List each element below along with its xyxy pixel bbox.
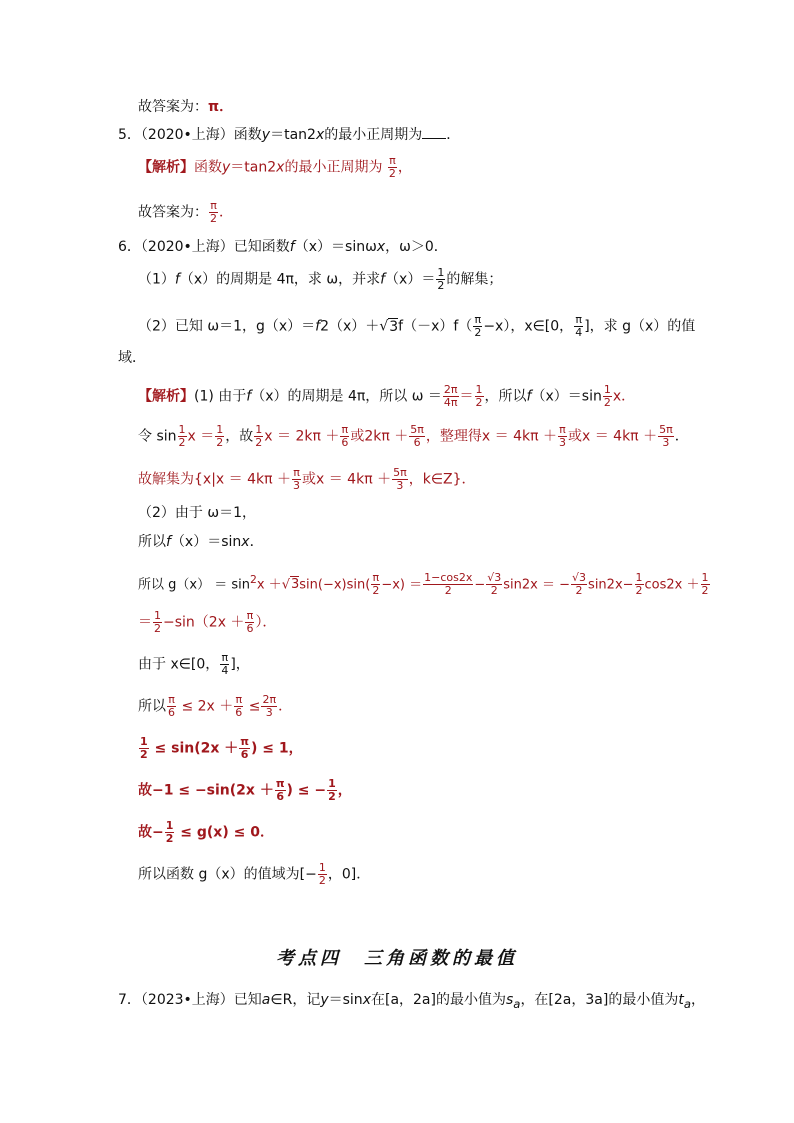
numerator: π	[474, 313, 482, 326]
denominator: 2	[154, 622, 161, 635]
denominator: 2	[210, 212, 217, 225]
fraction	[635, 572, 644, 597]
denominator: 2	[216, 436, 224, 449]
numerator: 5π	[410, 423, 424, 436]
solution-tag: 【解析】	[138, 159, 194, 176]
answer-line-5	[138, 200, 233, 225]
sol-text: ，整理得x ＝ 4kπ ＋	[425, 428, 557, 445]
denominator: 2	[603, 396, 611, 409]
sol-var: x	[276, 159, 285, 176]
q5-text: ．	[446, 127, 461, 143]
sol-text: 故解集为{x|x ＝ 4kπ ＋	[138, 471, 291, 488]
sol-text: ≤ 2x ＋	[177, 698, 234, 715]
fraction	[388, 155, 397, 180]
q7-text: ∈R，记	[270, 992, 321, 1008]
q6-var: f	[289, 239, 295, 255]
numerator: 1	[178, 423, 186, 436]
sol-text: ]，	[230, 656, 250, 673]
sol-text: ≤ g(x) ≤ 0．	[175, 824, 274, 841]
numerator: √3	[572, 571, 587, 585]
denominator: 3	[293, 479, 300, 492]
answer-value: π．	[208, 99, 234, 115]
fraction	[340, 424, 349, 449]
fraction	[475, 384, 484, 409]
fraction	[178, 424, 187, 449]
numerator: 2π	[443, 383, 458, 396]
fraction	[423, 572, 473, 597]
sol-text: ，0]．	[327, 866, 371, 883]
question-6-part-2: （2）已知 ω＝1，g（x）＝f2（x）＋√3f（－x）f（ $\frac{\pi}{2}$ −x），x∈[0， $\frac{\pi}{4}$ ]，求 g（x）的值	[138, 313, 696, 339]
numerator: 1	[216, 423, 224, 436]
q6-var: x	[376, 239, 386, 255]
solution-6-line-2	[138, 424, 689, 449]
numerator: 1	[475, 383, 483, 396]
sol-text: ，所以	[484, 388, 527, 405]
q5-var: x	[315, 127, 325, 143]
q5-text: 5．（2020•上海）函数	[118, 127, 262, 143]
sol-text: （x）＝sin	[170, 534, 242, 550]
numerator: π	[240, 735, 249, 748]
sol-text: （x）的周期是 4π，所以 ω ＝	[251, 388, 442, 405]
solution-6-line-1	[138, 384, 635, 409]
sol-text: −sin（2x ＋	[163, 614, 245, 631]
numerator: π	[559, 423, 566, 436]
fraction	[234, 694, 243, 719]
sol-text: sin2x−	[588, 577, 634, 593]
q6-text: 2（x）＋	[320, 318, 380, 335]
numerator: 1	[165, 819, 174, 832]
denominator: 2	[165, 832, 174, 845]
answer-blank	[422, 124, 446, 139]
fraction	[392, 467, 408, 492]
numerator: π	[372, 571, 380, 585]
q7-var: s	[505, 992, 514, 1008]
sol-text: sin2x ＝ −	[503, 577, 571, 593]
denominator: 2	[255, 436, 263, 449]
q6-text: 6．（2020•上海）已知函数	[118, 239, 290, 255]
fraction	[292, 467, 301, 492]
sol-text: 或x ＝ 4kπ ＋	[302, 471, 392, 488]
q7-text: ，	[691, 992, 705, 1008]
numerator: 1	[437, 266, 445, 279]
denominator: 2	[444, 584, 452, 598]
numerator: π	[341, 423, 349, 436]
denominator: 2	[178, 436, 186, 449]
sqrt-radicand: 3	[290, 577, 300, 593]
solution-6-line-11	[138, 778, 352, 803]
sol-text: ，	[397, 159, 412, 176]
q6-text: 域．	[118, 350, 146, 366]
denominator: 2	[328, 790, 336, 803]
denominator: 4	[575, 326, 583, 339]
denominator: 2	[575, 584, 583, 598]
sol-text: x．	[612, 388, 636, 405]
numerator: π	[221, 651, 229, 664]
sol-text: 或x ＝ 4kπ ＋	[567, 428, 658, 445]
sol-text: ) ≤ −	[286, 782, 327, 799]
q7-text: ＝sin	[328, 992, 363, 1008]
sol-text: 令 sin	[138, 428, 177, 445]
fraction	[153, 610, 162, 635]
fraction	[165, 820, 175, 845]
numerator: √3	[487, 571, 502, 585]
denominator: 2	[372, 584, 380, 598]
sol-text: x ＋	[256, 577, 282, 593]
sol-text: sin(−x)sin(	[299, 577, 371, 593]
denominator: 4π	[443, 396, 458, 409]
fraction	[245, 610, 254, 635]
fraction	[261, 694, 277, 719]
q7-text: ，在[2a，3a]的最小值为	[520, 992, 679, 1008]
q6-var: f	[174, 271, 180, 288]
question-6	[118, 237, 448, 257]
answer-line-4	[138, 97, 233, 117]
solution-6-line-13	[138, 862, 370, 887]
fraction	[443, 384, 459, 409]
answer-value: ．	[219, 204, 233, 221]
numerator: 1	[318, 861, 326, 874]
sol-text: 所以函数 g（x）的值域为[−	[138, 866, 317, 883]
sol-text: 或2kπ ＋	[350, 428, 409, 445]
solution-6-line-10	[138, 736, 303, 761]
question-5	[118, 124, 460, 145]
fraction	[254, 424, 263, 449]
fraction	[220, 652, 229, 677]
question-6-part-2-cont	[118, 348, 146, 368]
q7-var: t	[678, 992, 684, 1008]
question-7	[118, 990, 705, 1014]
denominator: 3	[265, 706, 273, 719]
q7-var: a	[261, 992, 271, 1008]
q5-var: y	[261, 127, 271, 143]
denominator: 2	[701, 584, 709, 598]
fraction	[239, 736, 250, 761]
sol-var: f	[166, 534, 171, 550]
sol-text: （x）＝sin	[531, 388, 602, 405]
sol-text: −x) ＝	[381, 577, 423, 593]
fraction	[318, 862, 327, 887]
denominator: 2	[490, 584, 498, 598]
q6-var: f	[380, 271, 386, 288]
sol-text: −	[474, 577, 486, 593]
sol-text: 所以	[138, 698, 166, 715]
fraction	[275, 778, 286, 803]
sol-text: x ＝ 2kπ ＋	[264, 428, 340, 445]
numerator: π	[168, 693, 175, 706]
sol-text: 的最小正周期为	[284, 159, 383, 176]
numerator: 1	[328, 777, 336, 790]
q6-text: （x）＝	[385, 271, 436, 288]
sol-text: ，k∈Z}．	[408, 471, 476, 488]
fraction	[409, 424, 425, 449]
numerator: 5π	[659, 423, 673, 436]
sol-text: ）．	[255, 614, 277, 631]
solution-6-line-3	[138, 467, 476, 492]
solution-6-line-9	[138, 694, 292, 719]
sol-var: y	[222, 159, 231, 176]
sol-text: 所以	[138, 534, 166, 550]
q6-text: （x）＝sinω	[294, 239, 377, 255]
solution-6-line-5	[138, 532, 264, 552]
solution-6-line-12	[138, 820, 274, 845]
sol-text: （2）由于 ω＝1，	[138, 505, 256, 521]
denominator: 6	[276, 790, 284, 803]
q6-text: ]，求 g（x）的值	[584, 318, 696, 335]
question-6-part-1	[138, 267, 502, 292]
denominator: 3	[558, 436, 566, 449]
denominator: 2	[318, 874, 326, 887]
sol-text: ) ≤ 1，	[250, 740, 303, 757]
sol-text: 函数	[194, 159, 222, 176]
numerator: 1−cos2x	[424, 571, 473, 585]
q6-text: −x），x∈[0，	[483, 318, 574, 335]
numerator: π	[389, 154, 396, 167]
denominator: 2	[475, 396, 483, 409]
sol-text: (1) 由于	[194, 388, 247, 405]
fraction	[558, 424, 567, 449]
q7-var: y	[320, 992, 329, 1008]
q5-text: 的最小正周期为	[324, 127, 423, 143]
sol-text: 由于 x∈[0，	[138, 656, 220, 673]
denominator: 6	[240, 748, 249, 761]
solution-5	[138, 155, 412, 180]
numerator: π	[293, 466, 300, 479]
sol-text: 所以 g（x） ＝ sin	[138, 577, 250, 593]
sol-text: ＝	[459, 388, 474, 405]
fraction	[701, 572, 710, 597]
numerator: 1	[603, 383, 611, 396]
fraction	[371, 572, 380, 597]
q6-text: f（－x）f（	[398, 318, 473, 335]
answer-label: 故答案为：	[138, 99, 208, 115]
sqrt-radicand: 3	[389, 318, 399, 335]
denominator: 4	[221, 664, 229, 677]
q5-text: ＝tan2	[270, 127, 316, 143]
sol-text: ．	[674, 428, 689, 445]
fraction	[139, 736, 149, 761]
sol-text: ≤	[244, 698, 261, 715]
denominator: 3	[662, 436, 670, 449]
numerator: 1	[635, 571, 643, 585]
fraction	[571, 572, 587, 597]
numerator: 1	[255, 423, 263, 436]
numerator: 1	[701, 571, 709, 585]
solution-6-line-4	[138, 503, 256, 523]
answer-label: 故答案为：	[138, 204, 208, 221]
solution-6-line-6: 所以 $g(x) = \sin^2x +√3\sin(-x)\sin$( $\frac{\pi}{2}$ −x) ＝ $\frac{1-\cos 2x}{2}$ − $\frac{√3}{2}$ sin2x ＝ − $\frac{√3}{2}$ sin2x− $\frac{1}{2}$ cos2x ＋ $\frac{1}{2}$	[138, 571, 709, 598]
denominator: 3	[396, 479, 404, 492]
numerator: 1	[154, 609, 161, 622]
denominator: 2	[140, 748, 148, 761]
fraction	[473, 314, 482, 339]
sol-text: ．	[278, 698, 293, 715]
q6-var: f	[315, 318, 321, 335]
denominator: 6	[246, 622, 254, 635]
q7-text: 7．（2023•上海）已知	[118, 992, 262, 1008]
q6-text: （1）	[138, 271, 175, 288]
denominator: 6	[235, 706, 243, 719]
numerator: π	[275, 777, 285, 790]
sol-text: 故−	[138, 824, 164, 841]
superscript: 2	[249, 573, 257, 586]
fraction	[658, 424, 674, 449]
sol-text: cos2x ＋	[644, 577, 700, 593]
numerator: π	[210, 199, 217, 212]
sol-text: ．	[249, 534, 264, 550]
sol-text: ≤ sin(2x ＋	[149, 740, 239, 757]
sol-var: f	[246, 388, 252, 405]
numerator: π	[575, 313, 582, 326]
solution-tag: 【解析】	[138, 388, 194, 405]
numerator: 2π	[262, 693, 277, 706]
fraction	[209, 200, 218, 225]
section-heading: 考点四 三角函数的最值	[276, 948, 518, 969]
sol-text: ，	[337, 782, 352, 799]
q6-text: 的解集；	[446, 271, 503, 288]
denominator: 2	[388, 167, 396, 180]
subscript: a	[513, 996, 521, 1011]
fraction	[603, 384, 612, 409]
q6-text: （2）已知 ω＝1，g（x）＝	[138, 318, 316, 335]
fraction	[215, 424, 224, 449]
sol-text: ＝	[138, 614, 152, 631]
fraction	[327, 778, 337, 803]
denominator: 2	[437, 279, 445, 292]
numerator: 5π	[393, 466, 407, 479]
denominator: 2	[474, 326, 482, 339]
q7-text: 在[a，2a]的最小值为	[370, 992, 506, 1008]
sol-text: ＝tan2	[230, 159, 277, 176]
q6-text: （x）的周期是 4π，求 ω，并求	[179, 271, 381, 288]
sol-var: f	[526, 388, 532, 405]
sol-text: ，故	[225, 428, 254, 445]
denominator: 6	[168, 706, 175, 719]
fraction	[167, 694, 176, 719]
q6-text: ，ω＞0．	[385, 239, 448, 255]
denominator: 6	[341, 436, 349, 449]
denominator: 2	[635, 584, 643, 598]
fraction	[486, 572, 502, 597]
denominator: 6	[413, 436, 421, 449]
sol-text: x ＝	[187, 428, 215, 445]
solution-6-line-7	[138, 610, 276, 635]
sol-text: 故−1 ≤ −sin(2x ＋	[138, 782, 274, 799]
numerator: π	[235, 693, 243, 706]
q7-var: x	[362, 992, 371, 1008]
numerator: π	[246, 609, 254, 622]
subscript: a	[683, 996, 691, 1011]
fraction	[574, 314, 583, 339]
solution-6-line-8	[138, 652, 250, 677]
numerator: 1	[140, 735, 148, 748]
fraction	[436, 267, 445, 292]
sol-var: x	[241, 534, 250, 550]
